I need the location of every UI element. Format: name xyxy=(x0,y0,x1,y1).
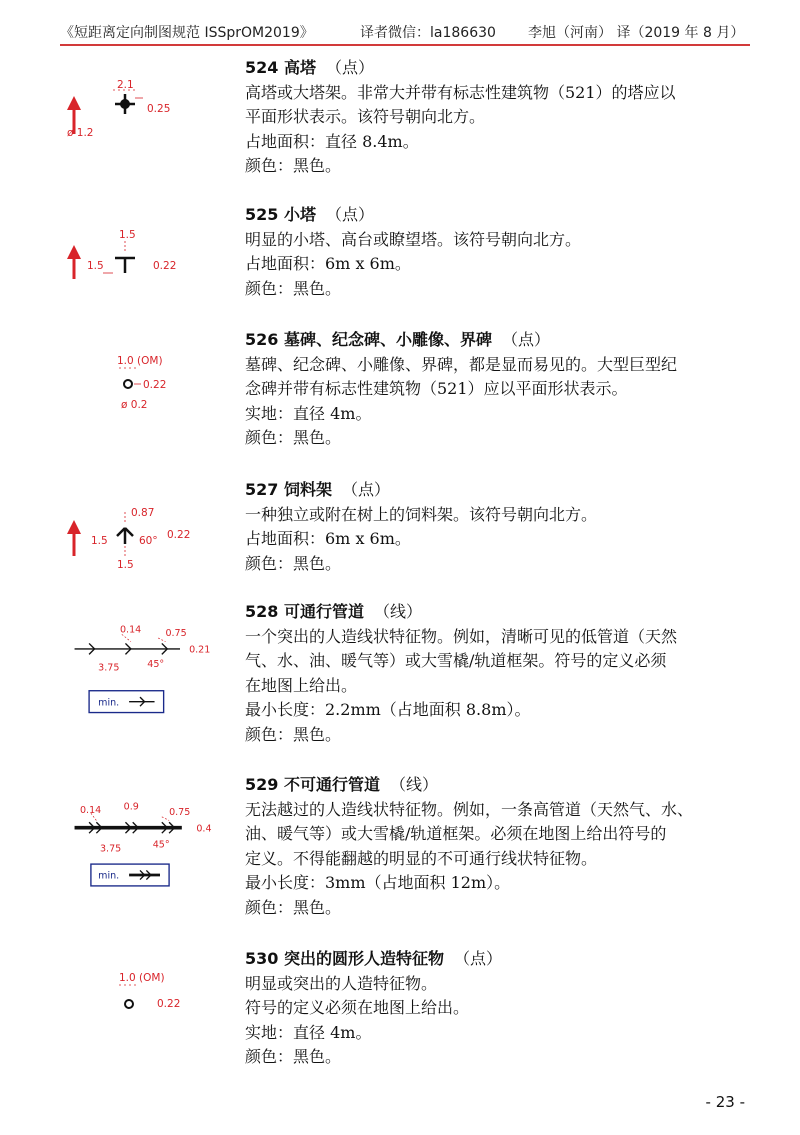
impassable-pipeline-icon xyxy=(75,822,182,833)
header-wechat: 译者微信：la186630 xyxy=(360,25,496,41)
entry-line: 颜色：黑色。 xyxy=(245,897,342,917)
symbol-524-dim-c: ø 1.2 xyxy=(67,127,94,139)
symbol-527-dim-b: 1.5 xyxy=(91,535,108,547)
symbol-529-dim-c: 0.75 xyxy=(169,807,191,818)
entry-title-525: 525 小塔 （点） xyxy=(245,205,375,224)
entry-line: 符号的定义必须在地图上给出。 xyxy=(245,998,470,1017)
symbol-525-dim-b: 1.5 xyxy=(87,260,104,272)
symbol-527-dim-e: 1.5 xyxy=(117,559,134,571)
symbol-530-diagram xyxy=(55,967,245,1067)
symbol-525-dim-c: 0.22 xyxy=(153,260,177,272)
entry-line: 气、水、油、暖气等）或大雪橇/轨道框架。符号的定义必须 xyxy=(245,651,667,670)
north-arrow-icon xyxy=(67,245,81,279)
page-number: - 23 - xyxy=(705,1093,745,1111)
entry-title-530: 530 突出的圆形人造特征物 （点） xyxy=(245,949,503,968)
entry-title-524: 524 高塔 （点） xyxy=(245,58,375,77)
entry-line: 无法越过的人造线状特征物。例如，一条高管道（天然气、水、 xyxy=(245,799,694,819)
entry-line: 油、暖气等）或大雪橇/轨道框架。必须在地图上给出符号的 xyxy=(245,824,667,843)
symbol-527-dim-a: 0.87 xyxy=(131,507,155,519)
entry-line: 占地面积：6m x 6m。 xyxy=(245,529,411,548)
entry-line: 实地：直径 4m。 xyxy=(245,1022,372,1042)
entry-line: 颜色：黑色。 xyxy=(245,428,342,447)
entry-line: 平面形状表示。该符号朝向北方。 xyxy=(245,107,486,126)
symbol-526-dim-a: 1.0 (OM) xyxy=(117,355,163,367)
north-arrow-icon xyxy=(67,520,81,556)
entry-title-526: 526 墓碑、纪念碑、小雕像、界碑 （点） xyxy=(245,330,551,349)
symbol-526-diagram xyxy=(55,350,245,450)
entry-line: 颜色：黑色。 xyxy=(245,156,342,175)
symbol-525-dim-a: 1.5 xyxy=(119,229,136,241)
min-length-box xyxy=(91,864,169,886)
symbol-524-dim-a: 2.1 xyxy=(117,79,134,91)
fodder-rack-icon xyxy=(117,528,133,544)
header-title: 《短距离定向制图规范 ISSprOM2019》 xyxy=(60,25,314,41)
symbol-529-diagram xyxy=(55,795,245,895)
symbol-524-dim-b: 0.25 xyxy=(147,103,171,115)
entry-title-527: 527 饲料架 （点） xyxy=(245,480,391,499)
symbol-529-dim-b: 0.9 xyxy=(123,801,139,813)
header-rule xyxy=(60,44,750,46)
entry-line: 在地图上给出。 xyxy=(245,675,358,695)
entry-line: 高塔或大塔架。非常大并带有标志性建筑物（521）的塔应以 xyxy=(245,82,676,102)
symbol-524-diagram xyxy=(55,76,245,176)
entry-line: 明显的小塔、高台或瞭望塔。该符号朝向北方。 xyxy=(245,229,582,249)
symbol-528-dim-d: 3.75 xyxy=(98,662,120,674)
entry-line: 颜色：黑色。 xyxy=(245,278,342,298)
symbol-529-dim-d: 0.4 xyxy=(196,823,212,835)
entry-line: 颜色：黑色。 xyxy=(245,1047,342,1066)
symbol-528-dim-b: 0.75 xyxy=(165,628,187,640)
entry-line: 最小长度：3mm（占地面积 12m）。 xyxy=(245,873,511,892)
small-tower-icon xyxy=(115,258,135,273)
monument-icon xyxy=(124,380,132,388)
symbol-526-dim-c: ø 0.2 xyxy=(121,399,148,411)
symbol-525-diagram xyxy=(55,223,245,323)
entry-line: 一种独立或附在树上的饲料架。该符号朝向北方。 xyxy=(245,504,598,524)
entry-line: 定义。不得能翻越的明显的不可通行线状特征物。 xyxy=(245,848,598,868)
symbol-526-dim-b: 0.22 xyxy=(143,379,167,391)
symbol-529-dim-f: 45° xyxy=(152,839,170,851)
prominent-man-made-feature-icon xyxy=(125,1000,133,1008)
entry-line: 念碑并带有标志性建筑物（521）应以平面形状表示。 xyxy=(245,379,628,398)
entry-line: 占地面积：6m x 6m。 xyxy=(245,254,411,273)
symbol-528-dim-a: 0.14 xyxy=(120,624,142,636)
min-label: min. xyxy=(98,870,120,882)
symbol-530-dim-b: 0.22 xyxy=(157,998,181,1010)
min-length-box xyxy=(89,691,164,713)
entry-title-529: 529 不可通行管道 （线） xyxy=(245,775,439,794)
entry-line: 颜色：黑色。 xyxy=(245,553,342,573)
entry-line: 实地：直径 4m。 xyxy=(245,403,372,423)
symbol-528-diagram xyxy=(55,618,245,718)
entry-line: 颜色：黑色。 xyxy=(245,724,342,744)
symbol-527-dim-c: 60° xyxy=(139,535,158,547)
entry-line: 墓碑、纪念碑、小雕像、界碑，都是显而易见的。大型巨型纪 xyxy=(245,354,678,374)
entry-title-528: 528 可通行管道 （线） xyxy=(245,602,423,621)
entry-line: 明显或突出的人造特征物。 xyxy=(245,973,438,993)
min-label: min. xyxy=(98,697,120,709)
symbol-529-dim-e: 3.75 xyxy=(100,843,122,855)
passable-pipeline-icon xyxy=(75,643,180,654)
symbol-530-dim-a: 1.0 (OM) xyxy=(119,972,165,984)
entry-line: 一个突出的人造线状特征物。例如，清晰可见的低管道（天然 xyxy=(245,626,678,646)
entry-line: 占地面积：直径 8.4m。 xyxy=(245,131,419,151)
symbol-528-dim-e: 45° xyxy=(147,659,165,671)
header-translator: 李旭（河南） 译（2019 年 8 月） xyxy=(528,25,745,41)
symbol-529-dim-a: 0.14 xyxy=(80,805,102,817)
entry-line: 最小长度：2.2mm（占地面积 8.8m）。 xyxy=(245,700,531,719)
high-tower-icon xyxy=(115,94,135,114)
page-header xyxy=(60,22,750,44)
symbol-528-dim-c: 0.21 xyxy=(189,644,211,656)
symbol-527-diagram xyxy=(55,500,245,600)
symbol-527-dim-d: 0.22 xyxy=(167,529,191,541)
